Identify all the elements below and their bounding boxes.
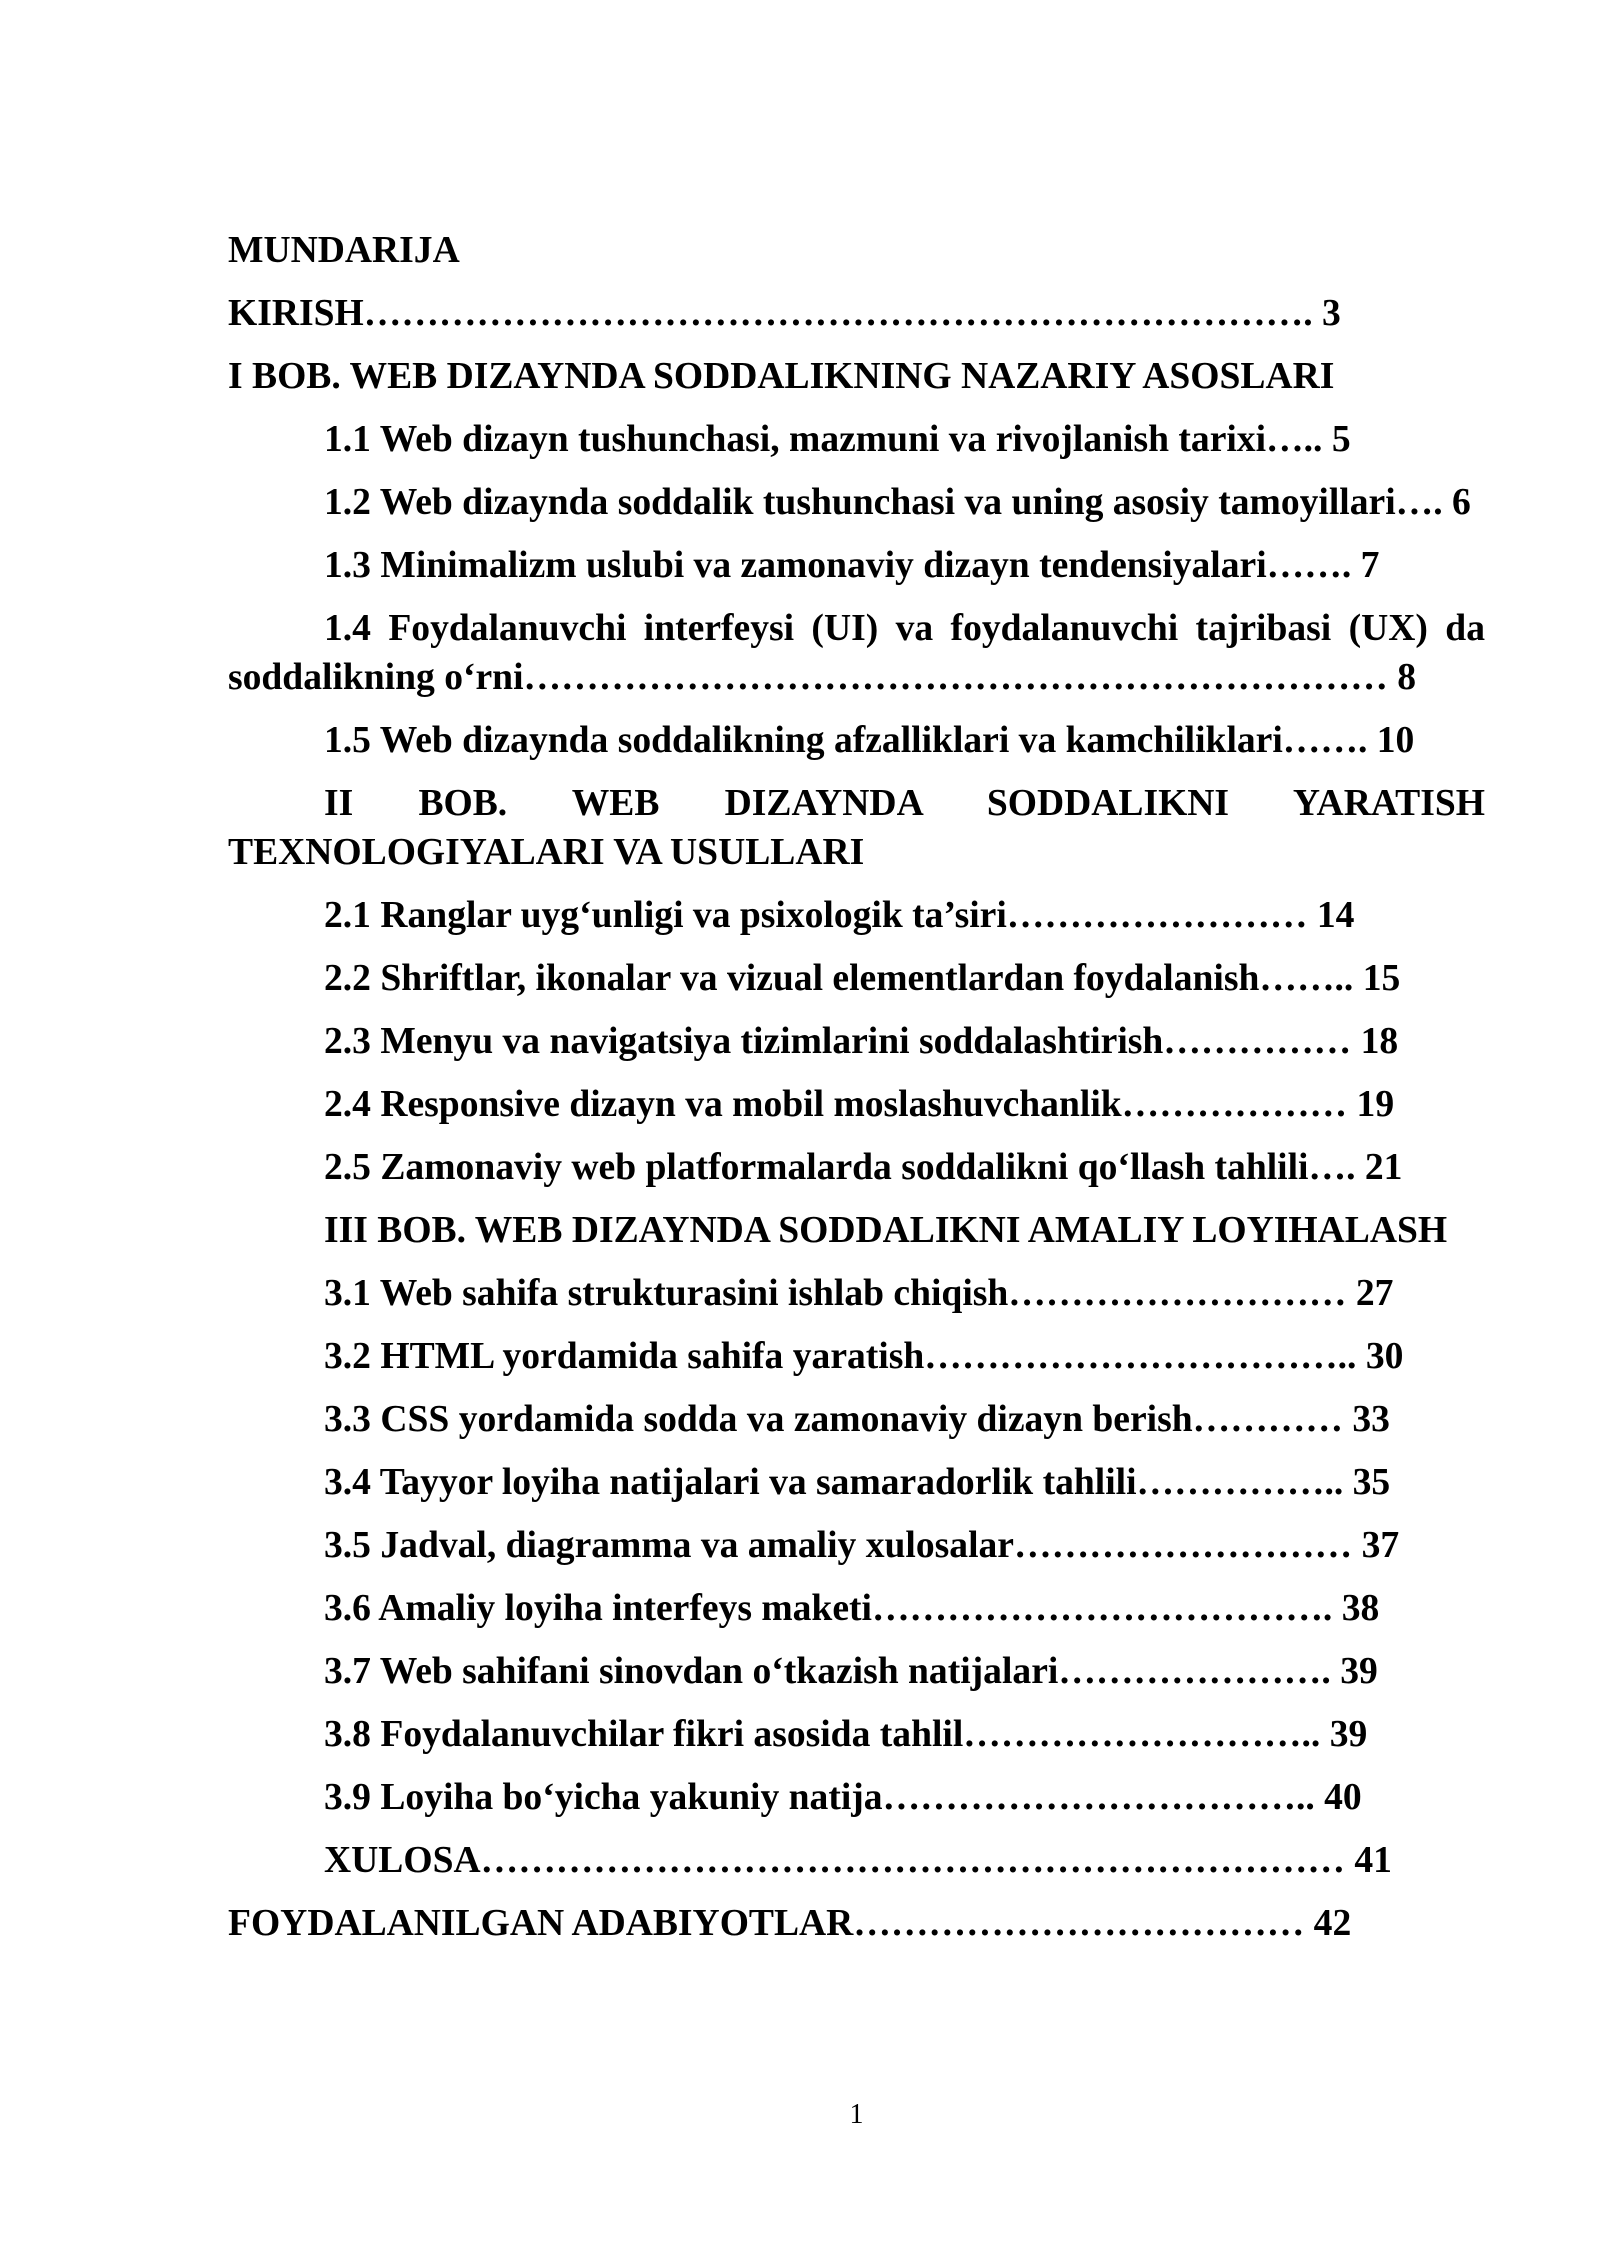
toc-page-number: 33 bbox=[1352, 1399, 1390, 1440]
toc-entry-title: XULOSA bbox=[324, 1840, 481, 1881]
toc-entry-title: 2.5 Zamonaviy web platformalarda soddalikni qo‘llash tahlili bbox=[324, 1147, 1309, 1188]
toc-page-number: 3 bbox=[1322, 293, 1341, 334]
toc-entry-title: 3.4 Tayyor loyiha natijalari va samaradorlik tahlili bbox=[324, 1462, 1137, 1503]
toc-leader: ………… bbox=[1192, 1399, 1343, 1440]
toc-entry-title: 3.2 HTML yordamida sahifa yaratish bbox=[324, 1336, 925, 1377]
toc-page-number: 42 bbox=[1313, 1903, 1352, 1944]
toc-entry-title: 3.3 CSS yordamida sodda va zamonaviy dizayn berish bbox=[324, 1399, 1193, 1440]
toc-chapter-3 bbox=[228, 1206, 1485, 1255]
toc-entry-1-5 bbox=[228, 716, 1485, 765]
toc-entry-title: 3.5 Jadval, diagramma va amaliy xulosalar bbox=[324, 1525, 1014, 1566]
toc-leader: ……. bbox=[1266, 545, 1352, 586]
toc-leader: …………………. bbox=[1058, 1651, 1331, 1692]
toc-entry-title: 1.2 Web dizaynda soddalik tushunchasi va uning asosiy tamoyillari bbox=[324, 482, 1396, 523]
toc-leader: …………………… bbox=[1006, 895, 1308, 936]
toc-entry-3-9 bbox=[228, 1773, 1485, 1822]
toc-page-number: 6 bbox=[1452, 482, 1471, 523]
toc-entry-2-4 bbox=[228, 1080, 1485, 1129]
toc-chapter-2 bbox=[228, 779, 1485, 877]
toc-chapter-title: II BOB. WEB DIZAYNDA SODDALIKNI YARATISH TEXNOLOGIYALARI VA USULLARI bbox=[228, 783, 1485, 873]
toc-page-number: 14 bbox=[1316, 895, 1355, 936]
toc-entry-1-3 bbox=[228, 541, 1485, 590]
toc-page-number: 8 bbox=[1397, 657, 1417, 698]
toc-leader: …. bbox=[1395, 482, 1443, 523]
toc-entry-title: 3.9 Loyiha bo‘yicha yakuniy natija bbox=[324, 1777, 883, 1818]
toc-leader: …………….. bbox=[1136, 1462, 1353, 1503]
toc-leader: ….. bbox=[1266, 419, 1323, 460]
toc-page-number: 21 bbox=[1364, 1147, 1403, 1188]
toc-page-number: 18 bbox=[1360, 1021, 1399, 1062]
toc-entry-1-2 bbox=[228, 478, 1485, 527]
toc-entry-title: 3.7 Web sahifani sinovdan o‘tkazish natijalari bbox=[324, 1651, 1059, 1692]
toc-leader: ……………………….. bbox=[963, 1714, 1330, 1755]
toc-entry-3-2 bbox=[228, 1332, 1485, 1381]
toc-leader: …….. bbox=[1259, 958, 1354, 999]
toc-entry-references bbox=[228, 1899, 1485, 1948]
toc-page-number: 15 bbox=[1362, 958, 1401, 999]
toc-leader: …………………………………………………………… bbox=[480, 1840, 1345, 1881]
toc-entry-2-1 bbox=[228, 891, 1485, 940]
toc-entry-3-1 bbox=[228, 1269, 1485, 1318]
toc-entry-title: 1.3 Minimalizm uslubi va zamonaviy dizayn tendensiyalari bbox=[324, 545, 1267, 586]
toc-entry-3-3 bbox=[228, 1395, 1485, 1444]
toc-page-number: 30 bbox=[1365, 1336, 1404, 1377]
toc-page-number: 10 bbox=[1376, 720, 1415, 761]
toc-entry-title: 3.6 Amaliy loyiha interfeys maketi bbox=[324, 1588, 872, 1629]
toc-chapter-1 bbox=[228, 352, 1485, 401]
toc-page-number: 27 bbox=[1355, 1273, 1394, 1314]
toc-leader: ………………………………. bbox=[871, 1588, 1333, 1629]
toc-chapter-title: I BOB. WEB DIZAYNDA SODDALIKNING NAZARIY ASOSLARI bbox=[228, 356, 1335, 397]
toc-page-number: 41 bbox=[1354, 1840, 1392, 1881]
toc-entry-1-4 bbox=[228, 604, 1485, 702]
toc-leader: …………… bbox=[1163, 1021, 1352, 1062]
toc-page-number: 35 bbox=[1352, 1462, 1391, 1503]
toc-chapter-title: III BOB. WEB DIZAYNDA SODDALIKNI AMALIY LOYIHALASH bbox=[324, 1210, 1448, 1251]
toc-entry-title: 1.1 Web dizayn tushunchasi, mazmuni va rivojlanish tarixi bbox=[324, 419, 1267, 460]
toc-page-number: 39 bbox=[1329, 1714, 1368, 1755]
toc-leader: …………………………….. bbox=[882, 1777, 1325, 1818]
toc-entry-2-3 bbox=[228, 1017, 1485, 1066]
toc-entry-title: 1.4 Foydalanuvchi interfeysi (UI) va foydalanuvchi tajribasi (UX) da soddalikning o‘rni bbox=[228, 608, 1485, 698]
toc-page-number: 40 bbox=[1324, 1777, 1362, 1818]
toc-leader: ……. bbox=[1282, 720, 1368, 761]
toc-entry-3-5 bbox=[228, 1521, 1485, 1570]
toc-leader: …………………………………………………………… bbox=[523, 657, 1388, 698]
toc-leader: …………………………………………………………………. bbox=[363, 293, 1313, 334]
toc-entry-xulosa bbox=[228, 1836, 1485, 1885]
toc-page-number: 37 bbox=[1361, 1525, 1400, 1566]
toc-leader: ……………………… bbox=[1008, 1273, 1347, 1314]
toc-leader: ……………… bbox=[1121, 1084, 1348, 1125]
table-of-contents bbox=[228, 226, 1485, 1962]
toc-entry-title: 2.4 Responsive dizayn va mobil moslashuvchanlik bbox=[324, 1084, 1122, 1125]
toc-entry-title: 3.1 Web sahifa strukturasini ishlab chiqish bbox=[324, 1273, 1009, 1314]
page-number: 1 bbox=[849, 2099, 864, 2130]
toc-entry-2-2 bbox=[228, 954, 1485, 1003]
toc-page-number: 5 bbox=[1331, 419, 1351, 460]
toc-heading: MUNDARIJA bbox=[228, 230, 460, 271]
toc-leader: …………………………….. bbox=[924, 1336, 1366, 1377]
toc-entry-title: KIRISH bbox=[228, 293, 364, 334]
toc-leader: …. bbox=[1308, 1147, 1356, 1188]
toc-page-number: 19 bbox=[1356, 1084, 1395, 1125]
toc-page-number: 39 bbox=[1340, 1651, 1378, 1692]
toc-entry-title: 3.8 Foydalanuvchilar fikri asosida tahlil bbox=[324, 1714, 964, 1755]
toc-entry-2-5 bbox=[228, 1143, 1485, 1192]
toc-entry-title: FOYDALANILGAN ADABIYOTLAR bbox=[228, 1903, 854, 1944]
toc-entry-3-4 bbox=[228, 1458, 1485, 1507]
toc-entry-title: 2.3 Menyu va navigatsiya tizimlarini soddalashtirish bbox=[324, 1021, 1164, 1062]
toc-leader: ……………………………… bbox=[853, 1903, 1305, 1944]
toc-entry-1-1 bbox=[228, 415, 1485, 464]
toc-page-number: 7 bbox=[1360, 545, 1380, 586]
toc-page-number: 38 bbox=[1341, 1588, 1380, 1629]
toc-entry-3-6 bbox=[228, 1584, 1485, 1633]
toc-entry-kirish bbox=[228, 289, 1485, 338]
toc-leader: ……………………… bbox=[1013, 1525, 1353, 1566]
toc-entry-3-7 bbox=[228, 1647, 1485, 1696]
toc-entry-title: 1.5 Web dizaynda soddalikning afzalliklari va kamchiliklari bbox=[324, 720, 1283, 761]
toc-entry-3-8 bbox=[228, 1710, 1485, 1759]
toc-entry-title: 2.2 Shriftlar, ikonalar va vizual elementlardan foydalanish bbox=[324, 958, 1260, 999]
toc-entry-title: 2.1 Ranglar uyg‘unligi va psixologik ta’siri bbox=[324, 895, 1007, 936]
